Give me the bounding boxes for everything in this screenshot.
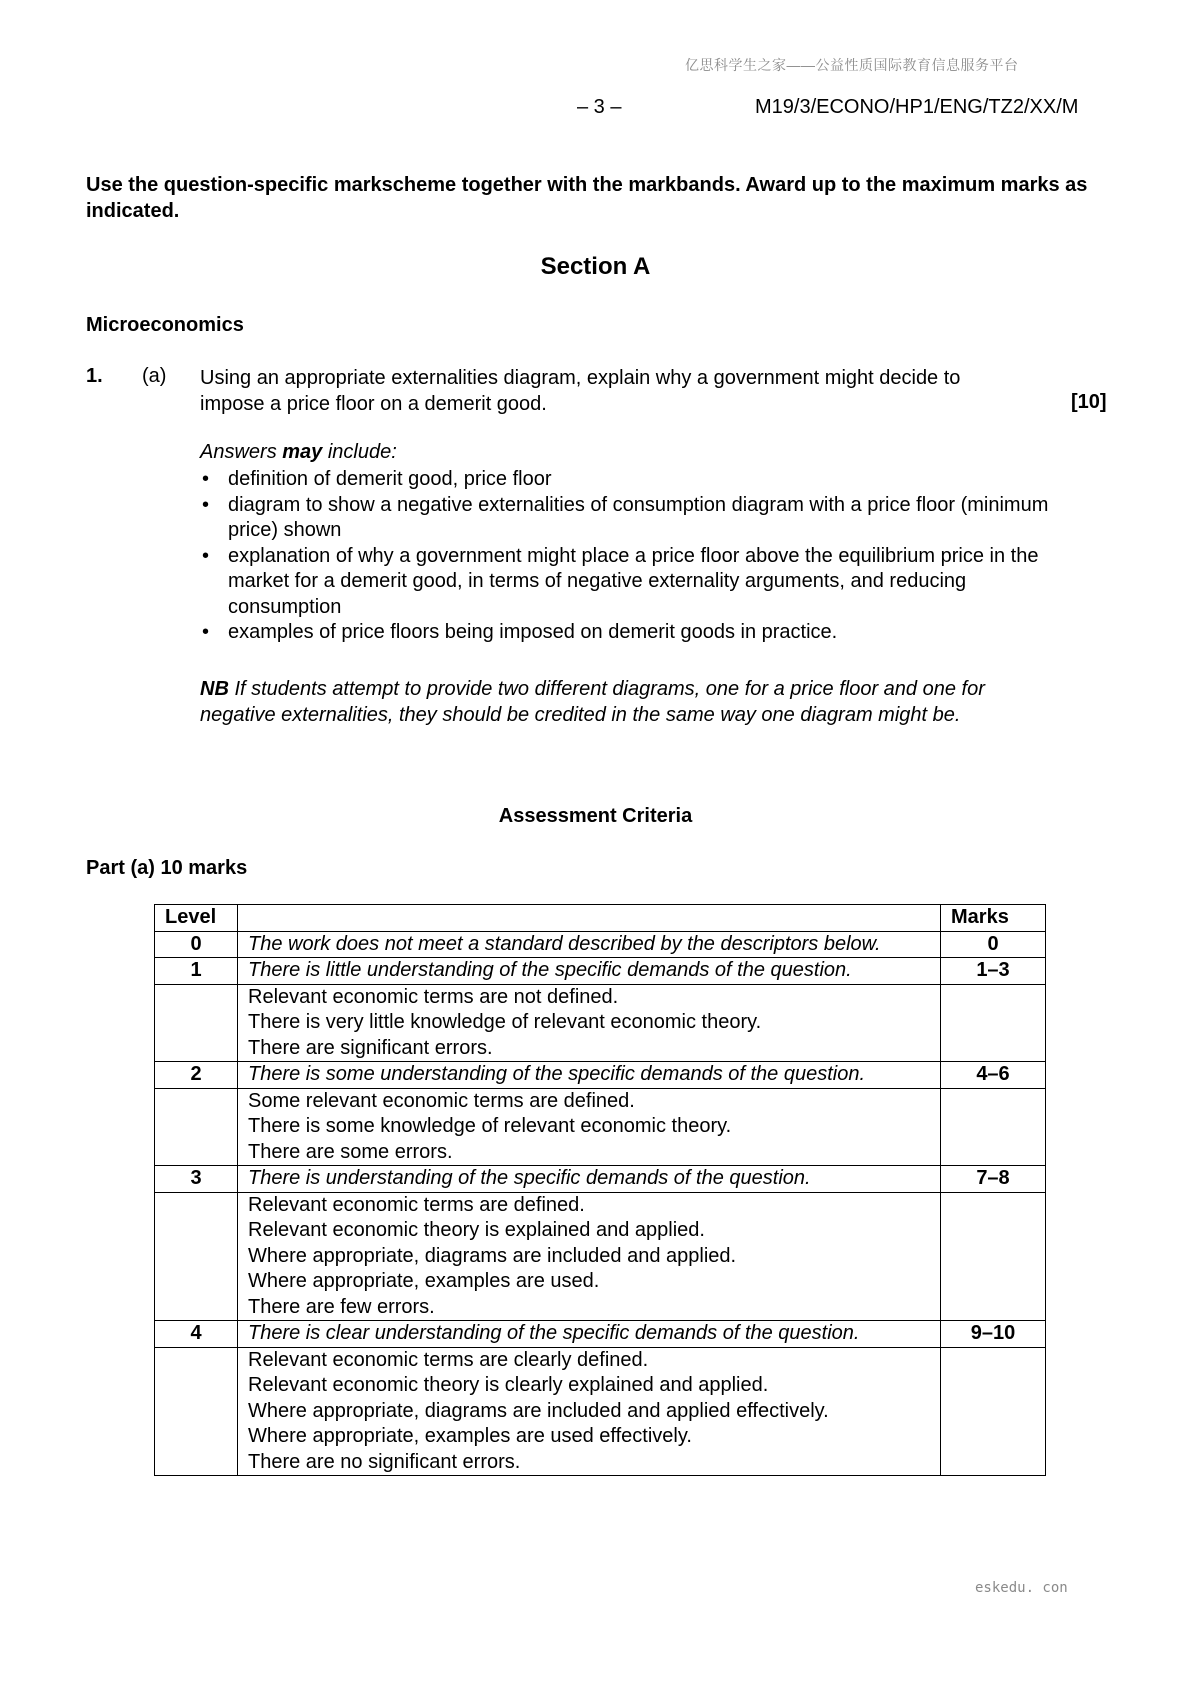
details-cell bbox=[238, 1088, 941, 1166]
details-cell bbox=[238, 1347, 941, 1476]
detail-line: There are some errors. bbox=[248, 1140, 453, 1163]
list-item-text: explanation of why a government might place a price floor above the equilibrium price in the market for a demerit good, in terms of negative externality arguments, and reducing consumption bbox=[228, 544, 1039, 618]
list-item-text: definition of demerit good, price floor bbox=[228, 468, 552, 490]
table-row bbox=[155, 1062, 1046, 1089]
bullet-icon: • bbox=[202, 493, 210, 516]
answers-intro-post: include: bbox=[322, 441, 397, 463]
marks-cell: 4–6 bbox=[941, 1062, 1046, 1089]
document-reference: M19/3/ECONO/HP1/ENG/TZ2/XX/M bbox=[755, 96, 1079, 118]
table-row bbox=[155, 1166, 1046, 1193]
detail-line: Where appropriate, examples are used. bbox=[248, 1270, 600, 1292]
empty-cell bbox=[941, 984, 1046, 1062]
marks-cell: 9–10 bbox=[941, 1321, 1046, 1348]
part-title: Part (a) 10 marks bbox=[86, 857, 248, 879]
detail-line: There is very little knowledge of relevant economic theory. bbox=[248, 1011, 762, 1033]
table-row bbox=[155, 1321, 1046, 1348]
list-item bbox=[200, 493, 1060, 544]
table-row bbox=[155, 1192, 1046, 1321]
level-cell: 2 bbox=[155, 1062, 238, 1089]
level-cell: 1 bbox=[155, 958, 238, 985]
summary-cell: There is little understanding of the specific demands of the question. bbox=[238, 958, 941, 985]
answer-points-list bbox=[200, 467, 1060, 646]
summary-cell: There is some understanding of the specific demands of the question. bbox=[238, 1062, 941, 1089]
answers-intro-emphasis: may bbox=[282, 441, 323, 463]
detail-line: There is some knowledge of relevant economic theory. bbox=[248, 1115, 732, 1137]
details-cell bbox=[238, 1192, 941, 1321]
summary-cell: The work does not meet a standard described by the descriptors below. bbox=[238, 931, 941, 958]
footer-watermark: eskedu. con bbox=[975, 1580, 1068, 1596]
details-cell bbox=[238, 984, 941, 1062]
assessment-criteria-table bbox=[154, 904, 1046, 1476]
descriptor-header bbox=[238, 905, 941, 932]
marks-cell: 7–8 bbox=[941, 1166, 1046, 1193]
question-part: (a) bbox=[142, 365, 167, 387]
assessment-criteria-title: Assessment Criteria bbox=[498, 805, 693, 827]
table-row bbox=[155, 1347, 1046, 1476]
marks-cell: 1–3 bbox=[941, 958, 1046, 985]
detail-line: Where appropriate, diagrams are included and applied. bbox=[248, 1244, 737, 1267]
empty-cell bbox=[155, 1192, 238, 1321]
detail-line: Relevant economic terms are clearly defined. bbox=[248, 1348, 649, 1371]
empty-cell bbox=[155, 1088, 238, 1166]
list-item bbox=[200, 544, 1060, 621]
detail-line: There are significant errors. bbox=[248, 1036, 493, 1059]
table-header-row bbox=[155, 905, 1046, 932]
nb-text: If students attempt to provide two different diagrams, one for a price floor and one for negative externalities, they should be credited in the same way one diagram might be. bbox=[200, 678, 985, 726]
empty-cell bbox=[941, 1192, 1046, 1321]
question-marks: [10] bbox=[1071, 391, 1107, 413]
summary-cell: There is understanding of the specific demands of the question. bbox=[238, 1166, 941, 1193]
detail-line: Where appropriate, diagrams are included and applied effectively. bbox=[248, 1399, 829, 1422]
empty-cell bbox=[941, 1088, 1046, 1166]
list-item bbox=[200, 467, 1060, 493]
table-row bbox=[155, 931, 1046, 958]
question-text: Using an appropriate externalities diagram, explain why a government might decide to impose a price floor on a demerit good. bbox=[200, 367, 961, 415]
level-cell: 3 bbox=[155, 1166, 238, 1193]
nb-note bbox=[200, 676, 1040, 728]
answers-intro bbox=[200, 441, 397, 464]
list-item bbox=[200, 620, 1060, 646]
markscheme-instruction: Use the question-specific markscheme together with the markbands. Award up to the maximum marks as indicated. bbox=[86, 174, 1088, 222]
bullet-icon: • bbox=[202, 468, 210, 490]
nb-label: NB bbox=[200, 678, 229, 700]
detail-line: Relevant economic terms are not defined. bbox=[248, 985, 619, 1008]
detail-line: Relevant economic theory is explained and applied. bbox=[248, 1219, 705, 1241]
detail-line: Some relevant economic terms are defined. bbox=[248, 1089, 635, 1112]
header-watermark: 亿思科学生之家——公益性质国际教育信息服务平台 bbox=[685, 57, 1019, 73]
level-cell: 0 bbox=[155, 931, 238, 958]
level-header: Level bbox=[155, 905, 238, 932]
detail-line: Relevant economic terms are defined. bbox=[248, 1193, 585, 1216]
bullet-icon: • bbox=[202, 544, 210, 567]
section-title: Section A bbox=[540, 253, 651, 280]
detail-line: There are few errors. bbox=[248, 1295, 435, 1318]
table-row bbox=[155, 984, 1046, 1062]
empty-cell bbox=[155, 1347, 238, 1476]
table-row bbox=[155, 1088, 1046, 1166]
marks-cell: 0 bbox=[941, 931, 1046, 958]
bullet-icon: • bbox=[202, 621, 210, 643]
answers-intro-pre: Answers bbox=[200, 441, 283, 463]
marks-header: Marks bbox=[941, 905, 1046, 932]
list-item-text: examples of price floors being imposed on demerit goods in practice. bbox=[228, 621, 838, 643]
detail-line: Where appropriate, examples are used effectively. bbox=[248, 1425, 692, 1447]
page-number: – 3 – bbox=[577, 96, 622, 118]
subsection-title: Microeconomics bbox=[86, 314, 244, 336]
empty-cell bbox=[941, 1347, 1046, 1476]
level-cell: 4 bbox=[155, 1321, 238, 1348]
table-row bbox=[155, 958, 1046, 985]
detail-line: There are no significant errors. bbox=[248, 1450, 521, 1473]
summary-cell: There is clear understanding of the specific demands of the question. bbox=[238, 1321, 941, 1348]
question-number: 1. bbox=[86, 365, 103, 387]
list-item-text: diagram to show a negative externalities of consumption diagram with a price floor (minimum price) shown bbox=[228, 493, 1049, 541]
empty-cell bbox=[155, 984, 238, 1062]
detail-line: Relevant economic theory is clearly explained and applied. bbox=[248, 1374, 769, 1396]
